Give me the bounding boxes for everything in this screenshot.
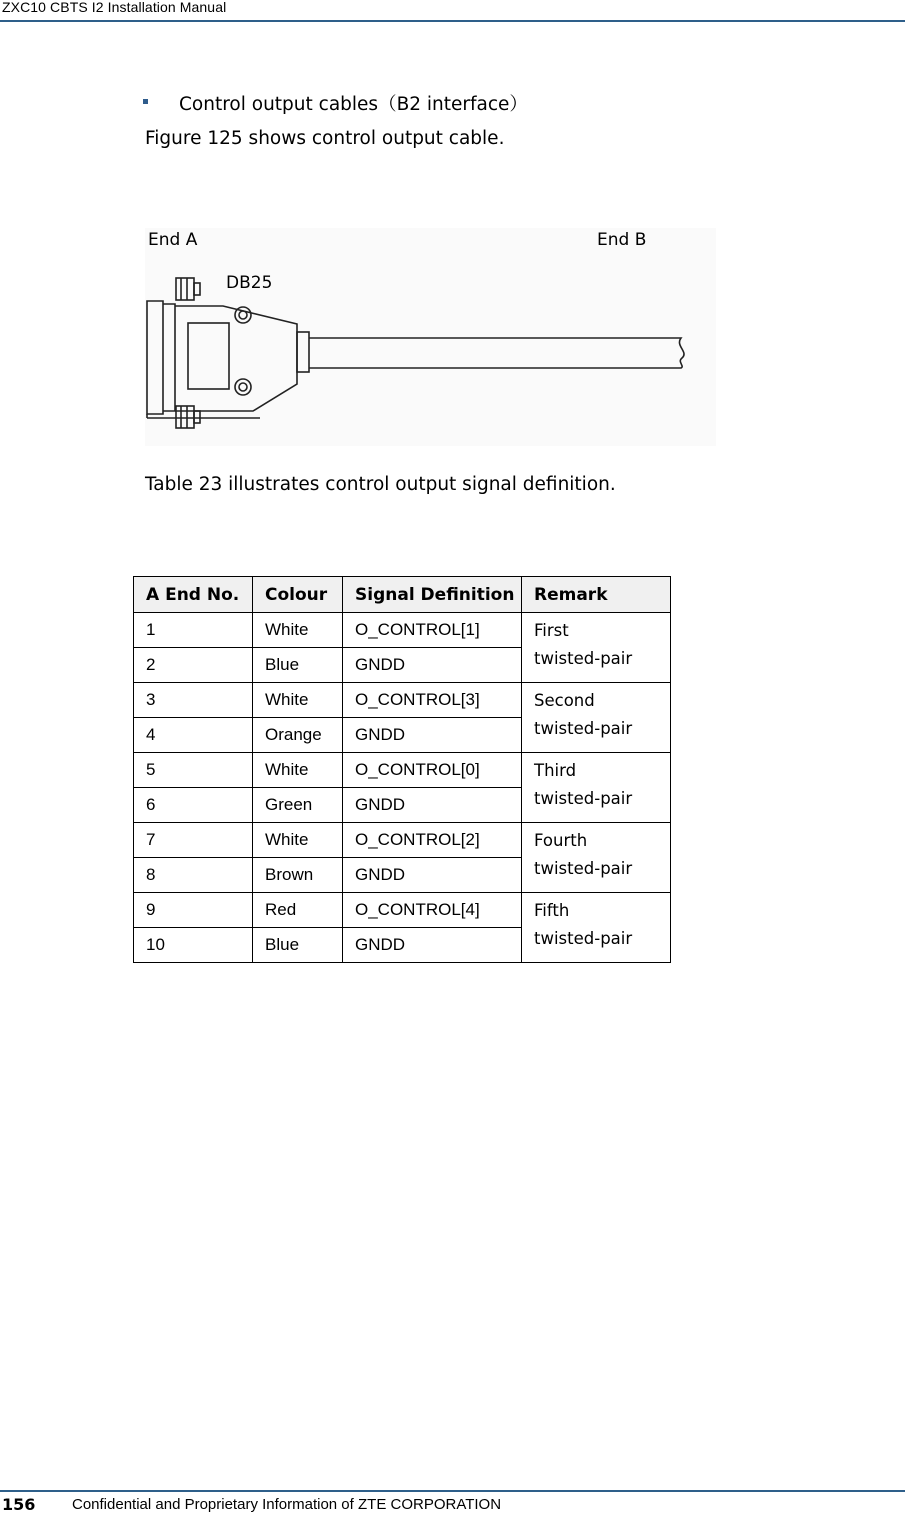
table-row <box>134 613 671 648</box>
cell-signal: O_CONTROL[3] <box>343 683 522 718</box>
cell-end-no: 7 <box>134 823 253 858</box>
page-number: 156 <box>2 1495 36 1514</box>
cell-signal: O_CONTROL[2] <box>343 823 522 858</box>
cable-figure <box>145 228 716 446</box>
connector-window <box>188 323 229 389</box>
header-remark: Remark <box>522 577 671 613</box>
cell-colour: Blue <box>253 648 343 683</box>
cell-remark <box>522 753 671 823</box>
cell-colour: Blue <box>253 928 343 963</box>
cell-end-no: 4 <box>134 718 253 753</box>
cell-signal: O_CONTROL[1] <box>343 613 522 648</box>
cell-end-no: 6 <box>134 788 253 823</box>
strain-relief <box>297 332 309 372</box>
table-row <box>134 683 671 718</box>
remark-ordinal: Second <box>534 691 595 710</box>
db25-label: DB25 <box>226 273 273 293</box>
bullet-heading: Control output cables（B2 interface） <box>179 94 528 115</box>
cell-end-no: 5 <box>134 753 253 788</box>
cell-colour: White <box>253 753 343 788</box>
remark-ordinal: Fifth <box>534 901 570 920</box>
cell-signal: GNDD <box>343 648 522 683</box>
table-intro-paragraph: Table 23 illustrates control output signal definition. <box>145 474 616 495</box>
bottom-screw-tip <box>194 411 200 423</box>
bottom-fastener <box>235 379 251 395</box>
bottom-screw <box>176 406 194 428</box>
table-header-row <box>134 577 671 613</box>
flange-outline <box>163 304 175 411</box>
remark-ordinal: Fourth <box>534 831 588 850</box>
cell-end-no: 9 <box>134 893 253 928</box>
cell-remark <box>522 893 671 963</box>
cell-remark <box>522 823 671 893</box>
cell-signal: GNDD <box>343 928 522 963</box>
header-a-end-no: A End No. <box>134 577 253 613</box>
cell-colour: Orange <box>253 718 343 753</box>
end-b-label: End B <box>597 230 647 250</box>
footer-rule <box>0 1490 905 1492</box>
cable-body <box>309 338 684 368</box>
remark-type: twisted-pair <box>534 719 633 738</box>
connector-hood <box>175 306 297 411</box>
cell-end-no: 3 <box>134 683 253 718</box>
cell-colour: Green <box>253 788 343 823</box>
cell-end-no: 2 <box>134 648 253 683</box>
table-row <box>134 823 671 858</box>
cell-colour: Red <box>253 893 343 928</box>
top-screw <box>176 278 194 300</box>
top-screw-tip <box>194 283 200 295</box>
cell-signal: GNDD <box>343 718 522 753</box>
cell-end-no: 8 <box>134 858 253 893</box>
db25-cable-drawing <box>145 228 716 446</box>
cell-colour: White <box>253 823 343 858</box>
end-a-label: End A <box>148 230 198 250</box>
figure-intro-paragraph: Figure 125 shows control output cable. <box>145 128 505 149</box>
cell-end-no: 10 <box>134 928 253 963</box>
cell-remark <box>522 613 671 683</box>
table-row <box>134 753 671 788</box>
header-colour: Colour <box>253 577 343 613</box>
cell-signal: GNDD <box>343 858 522 893</box>
running-header: ZXC10 CBTS I2 Installation Manual <box>2 0 227 15</box>
cell-signal: GNDD <box>343 788 522 823</box>
remark-type: twisted-pair <box>534 789 633 808</box>
cell-colour: White <box>253 683 343 718</box>
remark-type: twisted-pair <box>534 929 633 948</box>
remark-ordinal: First <box>534 621 569 640</box>
top-fastener <box>235 307 251 323</box>
remark-ordinal: Third <box>534 761 577 780</box>
cell-signal: O_CONTROL[4] <box>343 893 522 928</box>
cell-colour: White <box>253 613 343 648</box>
mounting-plate-outline <box>147 301 163 414</box>
footer-confidentiality-text: Confidential and Proprietary Information of ZTE CORPORATION <box>72 1496 502 1513</box>
remark-type: twisted-pair <box>534 649 633 668</box>
cell-remark <box>522 683 671 753</box>
header-rule <box>0 20 905 22</box>
cell-colour: Brown <box>253 858 343 893</box>
cell-signal: O_CONTROL[0] <box>343 753 522 788</box>
header-signal-definition: Signal Definition <box>343 577 522 613</box>
remark-type: twisted-pair <box>534 859 633 878</box>
table-row <box>134 893 671 928</box>
bullet-square-icon <box>143 99 148 104</box>
cell-end-no: 1 <box>134 613 253 648</box>
signal-definition-table <box>133 576 671 963</box>
